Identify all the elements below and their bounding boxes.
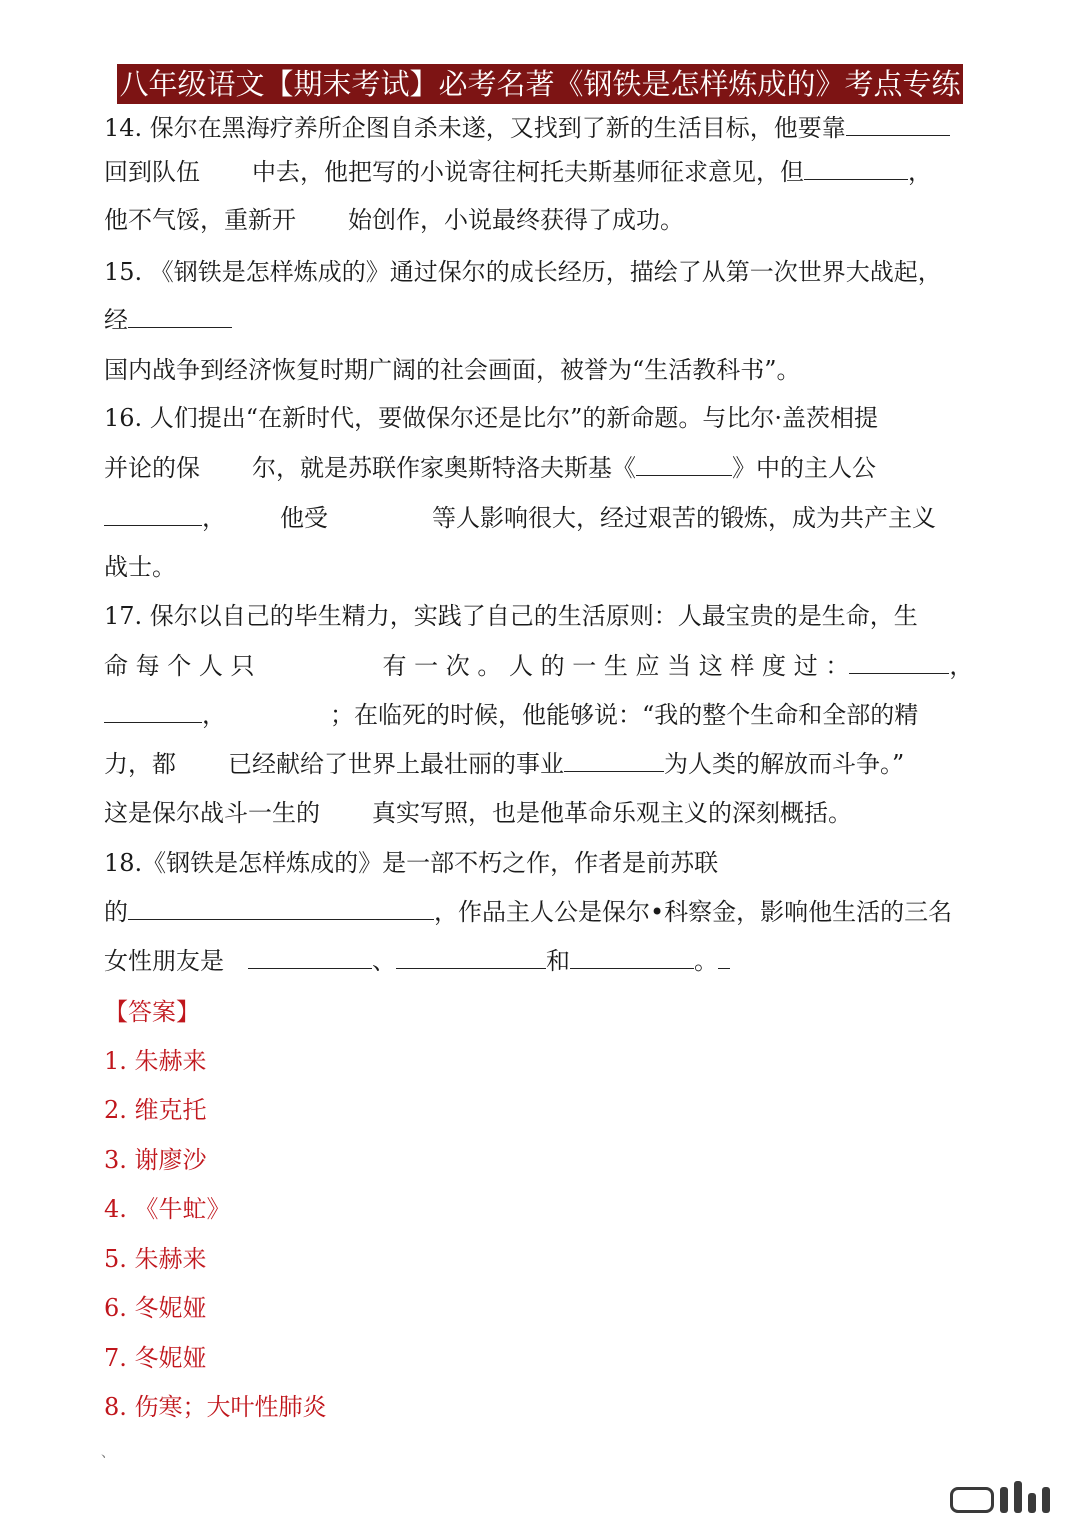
page-title-banner: 八年级语文【期末考试】必考名著《钢铁是怎样炼成的》考点专练 xyxy=(117,64,963,104)
question-15-line-1: 15. 《钢铁是怎样炼成的》通过保尔的成长经历，描绘了从第一次世界大战起， xyxy=(104,258,942,286)
question-18-line-3: 女性朋友是 、 和 。 xyxy=(104,943,980,979)
answer-blank xyxy=(718,948,730,969)
answer-item: 8. 伤寒；大叶性肺炎 xyxy=(104,1393,327,1421)
question-17-line-2: 命 每 个 人 只 有 一 次 。 人 的 一 生 应 当 这 样 度 过 ： ， xyxy=(104,652,974,680)
answer-blank xyxy=(849,653,949,674)
answer-item: 1. 朱赫来 xyxy=(104,1047,207,1075)
question-14-line-3: 他不气馁，重新开 始创作，小说最终获得了成功。 xyxy=(104,206,684,234)
question-18-line-2: 的 ，作品主人公是保尔•科察金，影响他生活的三名 xyxy=(104,898,953,926)
answer-blank xyxy=(846,115,950,136)
question-17-line-3: ， ；在临死的时候，他能够说：“我的整个生命和全部的精 xyxy=(104,697,980,733)
question-16-line-3: ， 他受 等人影响很大，经过艰苦的锻炼，成为共产主义 xyxy=(104,500,980,536)
answers-heading: 【答案】 xyxy=(104,998,200,1026)
answer-item: 2. 维克托 xyxy=(104,1096,207,1124)
answer-blank xyxy=(128,307,232,328)
answer-item: 7. 冬妮娅 xyxy=(104,1344,207,1372)
brand-logo-icon xyxy=(950,1481,1050,1513)
question-14-line-2: 回到队伍 中去，他把写的小说寄往柯托夫斯基师征求意见，但 ， xyxy=(104,158,932,186)
question-16-line-2: 并论的保 尔，就是苏联作家奥斯特洛夫斯基《 》中的主人公 xyxy=(104,454,876,482)
answer-blank xyxy=(128,899,434,920)
answer-blank xyxy=(104,702,202,723)
answer-item: 3. 谢廖沙 xyxy=(104,1146,207,1174)
answer-blank xyxy=(104,505,202,526)
answer-blank xyxy=(396,948,546,969)
stray-mark: 、 xyxy=(101,1445,115,1461)
answer-blank xyxy=(570,948,694,969)
answer-blank xyxy=(636,455,732,476)
answer-item: 5. 朱赫来 xyxy=(104,1245,207,1273)
question-17-line-4: 力，都 已经献给了世界上最壮丽的事业 为人类的解放而斗争。” xyxy=(104,750,905,778)
question-18-line-1: 18.《钢铁是怎样炼成的》是一部不朽之作，作者是前苏联 xyxy=(104,849,719,877)
answer-blank xyxy=(564,751,664,772)
question-16-line-4: 战士。 xyxy=(104,553,176,581)
question-14-line-1: 14. 保尔在黑海疗养所企图自杀未遂，又找到了新的生活目标，他要靠 xyxy=(104,110,980,146)
answer-blank xyxy=(248,948,372,969)
answer-item: 4. 《牛虻》 xyxy=(104,1195,231,1223)
question-16-line-1: 16. 人们提出“在新时代，要做保尔还是比尔”的新命题。与比尔·盖茨相提 xyxy=(104,404,878,432)
answer-blank xyxy=(804,159,908,180)
question-15-line-3: 国内战争到经济恢复时期广阔的社会画面，被誉为“生活教科书”。 xyxy=(104,356,801,384)
question-15-line-2: 经 xyxy=(104,302,980,338)
question-17-line-5: 这是保尔战斗一生的 真实写照，也是他革命乐观主义的深刻概括。 xyxy=(104,799,852,827)
question-17-line-1: 17. 保尔以自己的毕生精力，实践了自己的生活原则：人最宝贵的是生命，生 xyxy=(104,602,918,630)
answer-item: 6. 冬妮娅 xyxy=(104,1294,207,1322)
